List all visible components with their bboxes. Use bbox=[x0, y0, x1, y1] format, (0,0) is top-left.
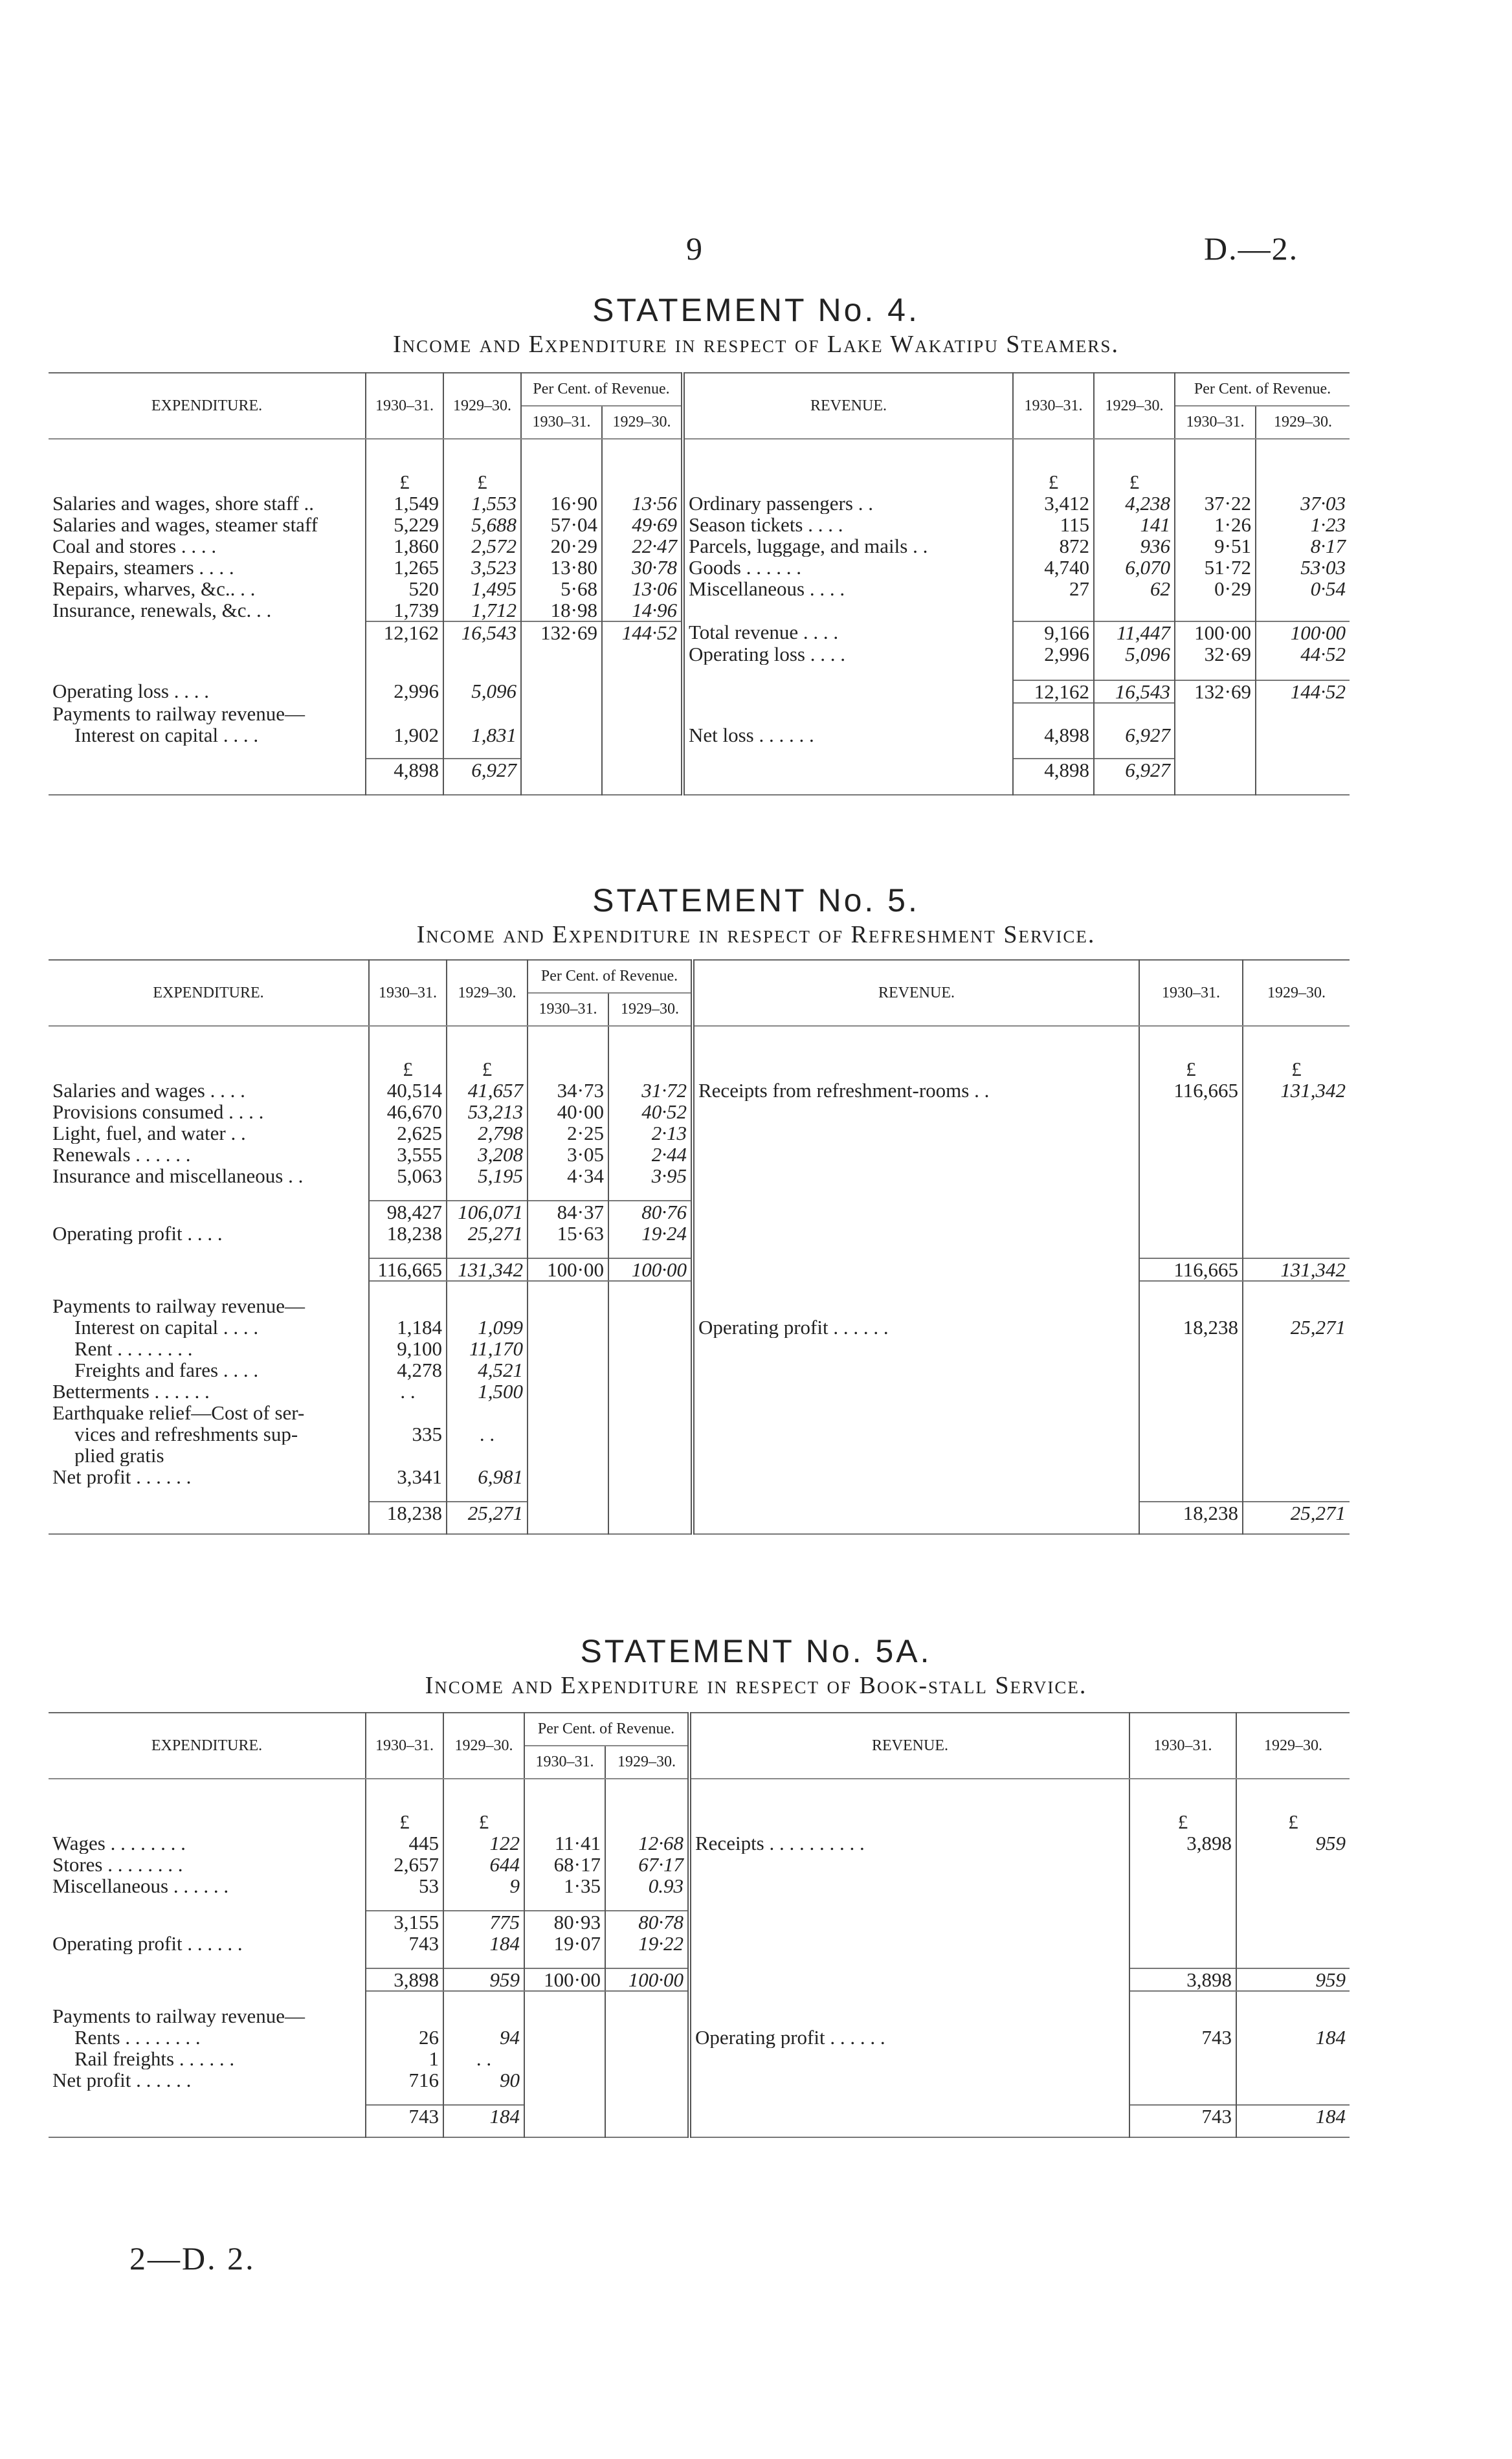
table-row: 3,155 775 80·93 80·78 bbox=[49, 1911, 1350, 1933]
statement-5-subtitle: Income and Expenditure in respect of Refreshment Service. bbox=[416, 921, 1096, 948]
table-row: Repairs, wharves, &c.. . . 520 1,495 5·68 13·06 Miscellaneous . . . . 27 62 0·29 0·54 bbox=[49, 578, 1350, 599]
table-row: 18,238 25,271 18,238 25,271 bbox=[49, 1502, 1350, 1524]
statement-5a-table: EXPENDITURE. 1930–31. 1929–30. Per Cent. of Revenue. REVENUE. 1930–31. 1929–30. 1930–31. 1929–30. £ £ £ £ Wages . . . . . . . . 445 122 11·41 12·68 Receipts . . . . . . . . . . 3,898 959 Stores . . . . . . . . 2,657 644 68·17 67·17 Miscellaneous . . . . . . 53 9 1·35 0.93 3,155 775 80·93 80·78 Operating profit . . . . . . 743 184 19·07 19·22 3,898 959 100·00 100·00 3,898 959 Payments to railway revenue— Rents . . . . . . . . 26 94 Operating profit . . . . . . 743 184 Rail freights . . . . . . 1 . . Net profit . . . . . . 716 90 743 184 743 184 bbox=[49, 1712, 1350, 2138]
table-row: Rent . . . . . . . . 9,100 11,170 bbox=[49, 1338, 1350, 1359]
table-row: Stores . . . . . . . . 2,657 644 68·17 67·17 bbox=[49, 1854, 1350, 1875]
table-row: 743 184 743 184 bbox=[49, 2105, 1350, 2127]
table-row: Salaries and wages, steamer staff 5,229 5,688 57·04 49·69 Season tickets . . . . 115 141 1·26 1·23 bbox=[49, 514, 1350, 535]
footer-signature: 2—D. 2. bbox=[129, 2240, 256, 2276]
table-row: Interest on capital . . . . 1,184 1,099 Operating profit . . . . . . 18,238 25,271 bbox=[49, 1317, 1350, 1338]
table-row: Wages . . . . . . . . 445 122 11·41 12·68 Receipts . . . . . . . . . . 3,898 959 bbox=[49, 1832, 1350, 1854]
table-row: Insurance and miscellaneous . . 5,063 5,195 4·34 3·95 bbox=[49, 1165, 1350, 1186]
table-row: 116,665 131,342 100·00 100·00 116,665 131,342 bbox=[49, 1258, 1350, 1281]
table-row: Freights and fares . . . . 4,278 4,521 bbox=[49, 1359, 1350, 1381]
table-row: Rents . . . . . . . . 26 94 Operating profit . . . . . . 743 184 bbox=[49, 2027, 1350, 2048]
statement-5a-subtitle: Income and Expenditure in respect of Book-stall Service. bbox=[425, 1672, 1087, 1699]
table-row: 98,427 106,071 84·37 80·76 bbox=[49, 1201, 1350, 1223]
revenue-header: REVENUE. bbox=[683, 373, 1013, 439]
table-row: vices and refreshments sup- 335 . . bbox=[49, 1423, 1350, 1445]
table-row: Repairs, steamers . . . . 1,265 3,523 13·80 30·78 Goods . . . . . . 4,740 6,070 51·72 53·03 bbox=[49, 557, 1350, 578]
table-row: Interest on capital . . . . 1,902 1,831 Net loss . . . . . . 4,898 6,927 bbox=[49, 724, 1350, 746]
table-row: Net profit . . . . . . 3,341 6,981 bbox=[49, 1466, 1350, 1487]
table-row: Operating profit . . . . . . 743 184 19·07 19·22 bbox=[49, 1933, 1350, 1954]
table-row: Insurance, renewals, &c. . . 1,739 1,712 18·98 14·96 bbox=[49, 599, 1350, 621]
table-row: 4,898 6,927 4,898 6,927 bbox=[49, 759, 1350, 781]
table-row: Net profit . . . . . . 716 90 bbox=[49, 2069, 1350, 2091]
statement-5-title: STATEMENT No. 5. bbox=[592, 882, 920, 918]
expenditure-header: EXPENDITURE. bbox=[49, 373, 366, 439]
table-row: Coal and stores . . . . 1,860 2,572 20·29 22·47 Parcels, luggage, and mails . . 872 936 9·51 8·17 bbox=[49, 535, 1350, 557]
table-row: Provisions consumed . . . . 46,670 53,213 40·00 40·52 bbox=[49, 1101, 1350, 1122]
statement-5a-title: STATEMENT No. 5A. bbox=[580, 1633, 932, 1669]
statement-4-title: STATEMENT No. 4. bbox=[592, 292, 920, 328]
table-row: Salaries and wages, shore staff .. 1,549 1,553 16·90 13·56 Ordinary passengers . . 3,412 4,238 37·22 37·03 bbox=[49, 493, 1350, 514]
table-row: Salaries and wages . . . . 40,514 41,657 34·73 31·72 Receipts from refreshment-rooms . . 116,665 131,342 bbox=[49, 1080, 1350, 1101]
statement-4-subtitle: Income and Expenditure in respect of Lake Wakatipu Steamers. bbox=[393, 331, 1119, 358]
statement-4-table: EXPENDITURE. 1930–31. 1929–30. Per Cent. of Revenue. REVENUE. 1930–31. 1929–30. Per Cent. of Revenue. 1930–31. 1929–30. 1930–31. 1929–30. £ £ £ £ Salaries and wages, shore staff .. 1,549 1,553 16·90 13·56 Ordinary passengers . . 3,412 4,238 37·22 37·03 Salaries and wages, steamer staff 5,229 5,688 57·04 49·69 Season tickets . . . . 115 141 1·26 1·23 Coal and stores . . . . 1,860 2,572 20·29 22·47 Parcels, luggage, and mails . . 872 936 9·51 8·17 Repairs, steamers . . . . 1,265 3,523 13·80 30·78 Goods . . . . . . 4,740 6,070 51·72 53·03 Repairs, wharves, &c.. . . 520 1,495 5·68 13·06 Miscellaneous . . . . 27 62 0·29 0·54 Insurance, renewals, &c. . . 1,739 1,712 18·98 14·96 12,162 16,543 132·69 144·52 Total revenue . . . . 9,166 11,447 100·00 100·00 Operating loss . . . . 2,996 5,096 32·69 44·52 Operating loss . . . . 2,996 5,096 12,162 16,543 132·69 144·52 Payments to railway revenue— Interest on capital . . . . 1,902 1,831 Net loss . . . . . . 4,898 6,927 4,898 6,927 4,898 6,927 bbox=[49, 372, 1350, 796]
table-row: Betterments . . . . . . . . 1,500 bbox=[49, 1381, 1350, 1402]
page-number: 9 bbox=[686, 230, 702, 267]
table-row: Operating loss . . . . 2,996 5,096 12,162 16,543 132·69 144·52 bbox=[49, 680, 1350, 703]
table-row: 3,898 959 100·00 100·00 3,898 959 bbox=[49, 1968, 1350, 1991]
table-row: Operating profit . . . . 18,238 25,271 15·63 19·24 bbox=[49, 1223, 1350, 1244]
table-row: Light, fuel, and water . . 2,625 2,798 2·25 2·13 bbox=[49, 1122, 1350, 1144]
document-code: D.—2. bbox=[1204, 230, 1299, 267]
statement-5-table: EXPENDITURE. 1930–31. 1929–30. Per Cent. of Revenue. REVENUE. 1930–31. 1929–30. 1930–31. 1929–30. £ £ £ £ Salaries and wages . . . . 40,514 41,657 34·73 31·72 Receipts from refreshment-rooms . . 116,665 131,342 Provisions consumed . . . . 46,670 53,213 40·00 40·52 Light, fuel, and water . . 2,625 2,798 2·25 2·13 Renewals . . . . . . 3,555 3,208 3·05 2·44 Insurance and miscellaneous . . 5,063 5,195 4·34 3·95 98,427 106,071 84·37 80·76 Operating profit . . . . 18,238 25,271 15·63 19·24 116,665 131,342 100·00 100·00 116,665 131,342 Payments to railway revenue— Interest on capital . . . . 1,184 1,099 Operating profit . . . . . . 18,238 25,271 Rent . . . . . . . . 9,100 11,170 Freights and fares . . . . 4,278 4,521 Betterments . . . . . . . . 1,500 Earthquake relief—Cost of ser- vices and refreshments sup- 335 . . plied gratis Net profit . . . . . . 3,341 6,981 18,238 25,271 18,238 25,271 bbox=[49, 959, 1350, 1535]
table-row: Operating loss . . . . 2,996 5,096 32·69 44·52 bbox=[49, 643, 1350, 665]
table-row: Rail freights . . . . . . 1 . . bbox=[49, 2048, 1350, 2069]
per-cent-header: Per Cent. of Revenue. bbox=[521, 373, 683, 406]
table-row: Renewals . . . . . . 3,555 3,208 3·05 2·44 bbox=[49, 1144, 1350, 1165]
table-row: 12,162 16,543 132·69 144·52 Total revenue . . . . 9,166 11,447 100·00 100·00 bbox=[49, 621, 1350, 643]
table-row: Miscellaneous . . . . . . 53 9 1·35 0.93 bbox=[49, 1875, 1350, 1897]
